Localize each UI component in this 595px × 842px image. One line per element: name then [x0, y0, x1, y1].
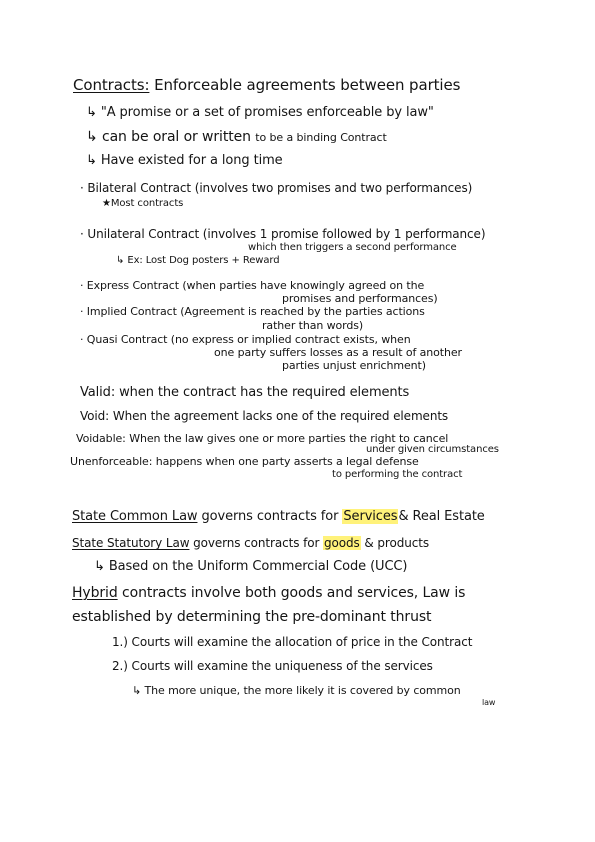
state-common-law-line — [72, 510, 485, 523]
services-highlight: Services — [343, 509, 398, 524]
voidable-definition: Voidable: When the law gives one or more parties the right to cancel — [76, 432, 449, 445]
binding-text: to be a binding Contract — [255, 131, 387, 144]
hybrid-item-2-tail: law — [482, 698, 496, 707]
ssl-text: governs contracts for — [193, 536, 320, 550]
hybrid-term: Hybrid — [72, 585, 118, 601]
bilateral-contract: · Bilateral Contract (involves two promises and two performances) — [80, 181, 473, 195]
quasi-continued-1: one party suffers losses as a result of another — [214, 346, 462, 359]
valid-definition: Valid: when the contract has the required elements — [80, 385, 410, 400]
implied-contract: · Implied Contract (Agreement is reached by the parties actions — [80, 305, 425, 318]
unilateral-contract: · Unilateral Contract (involves 1 promise followed by 1 performance) — [80, 227, 486, 241]
hybrid-item-1: 1.) Courts will examine the allocation of price in the Contract — [112, 635, 473, 649]
unilateral-example: ↳ Ex: Lost Dog posters + Reward — [116, 255, 280, 266]
unilateral-continued: which then triggers a second performance — [248, 242, 457, 253]
express-continued: promises and performances) — [282, 292, 438, 305]
hybrid-line — [72, 586, 465, 600]
unenforceable-continued: to performing the contract — [332, 469, 463, 480]
express-contract: · Express Contract (when parties have knowingly agreed on the — [80, 279, 425, 292]
quasi-contract: · Quasi Contract (no express or implied contract exists, when — [80, 333, 411, 346]
contracts-heading-line — [73, 78, 460, 93]
state-statutory-law-term: State Statutory Law — [72, 536, 190, 550]
ucc-note: ↳ Based on the Uniform Commercial Code (UCC) — [94, 559, 408, 574]
hybrid-continued: established by determining the pre-dominant thrust — [72, 609, 432, 625]
void-definition: Void: When the agreement lacks one of the required elements — [80, 409, 449, 423]
quasi-continued-2: parties unjust enrichment) — [282, 359, 426, 372]
implied-continued: rather than words) — [262, 319, 364, 332]
scl-text: governs contracts for — [201, 509, 339, 524]
state-common-law-term: State Common Law — [72, 509, 198, 524]
note-line-quote: ↳ "A promise or a set of promises enforceable by law" — [86, 105, 434, 120]
voidable-continued: under given circumstances — [366, 444, 499, 455]
note-line-existed: ↳ Have existed for a long time — [86, 153, 283, 168]
bilateral-note: ★Most contracts — [102, 198, 184, 209]
goods-highlight: goods — [324, 536, 360, 550]
oral-text: ↳ can be oral or written — [86, 129, 251, 145]
hybrid-text: contracts involve both goods and services, Law is — [122, 585, 466, 601]
hybrid-item-2-arrow: ↳ The more unique, the more likely it is covered by common — [132, 684, 461, 697]
ssl-products: & products — [364, 536, 429, 550]
contracts-definition: Enforceable agreements between parties — [154, 76, 461, 94]
state-statutory-law-line — [72, 537, 429, 549]
unenforceable-definition: Unenforceable: happens when one party asserts a legal defense — [70, 455, 419, 468]
contracts-heading: Contracts: — [73, 76, 150, 94]
note-line-oral — [86, 130, 387, 144]
hybrid-item-2: 2.) Courts will examine the uniqueness of the services — [112, 659, 433, 673]
scl-real-estate: & Real Estate — [398, 509, 485, 524]
